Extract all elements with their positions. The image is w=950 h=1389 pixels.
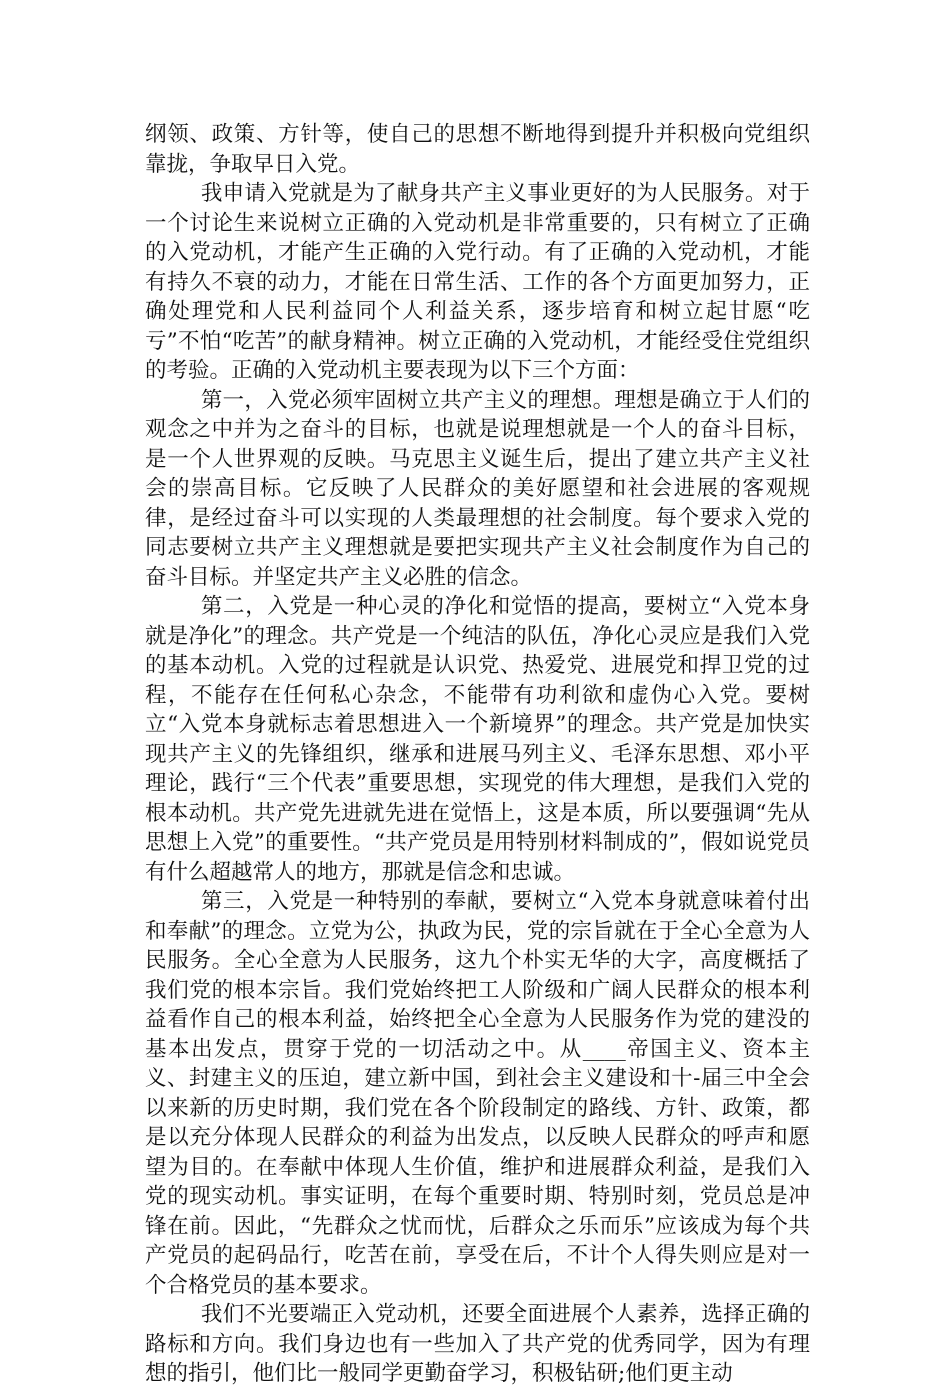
paragraph-1: 纲领、政策、方针等，使自己的思想不断地得到提升并积极向党组织靠拢，争取早日入党。 [145, 122, 810, 177]
paragraph-5: 第三，入党是一种特别的奉献，要树立“入党本身就意味着付出和奉献”的理念。立党为公，执政为民，党的宗旨就在于全心全意为人民服务。全心全意为人民服务，这九个朴实无华的大字，高度概括了我们党的根本宗旨。我们党始终把工人阶级和广阔人民群众的根本利益看作自己的根本利益，始终把全心全意为人民服务作为党的建没的基本出发点，贯穿于党的一切活动之中。从____帝国主义、资本主义、封建主义的压迫，建立新中国，到社会主义建设和十-届三中全会以来新的历史时期，我们党在各个阶段制定的路线、方针、政策，都是以充分体现人民群众的利益为出发点，以反映人民群众的呼声和愿望为目的。在奉献中体现人生价值，维护和进展群众利益，是我们入党的现实动机。事实证明，在每个重要时期、特别时刻，党员总是冲锋在前。因此，“先群众之忧而忧，后群众之乐而乐”应该成为每个共产党员的起码品行，吃苦在前，享受在后，不计个人得失则应是对一个合格党员的基本要求。 [145, 889, 810, 1298]
paragraph-2: 我申请入党就是为了献身共产主义事业更好的为人民服务。对于一个讨论生来说树立正确的入党动机是非常重要的，只有树立了正确的入党动机，才能产生正确的入党行动。有了正确的入党动机，才能有持久不衰的动力，才能在日常生活、工作的各个方面更加努力，正确处理党和人民利益同个人利益关系，逐步培育和树立起甘愿“吃亏”不怕“吃苦”的献身精神。树立正确的入党动机，才能经受住党组织的考验。正确的入党动机主要表现为以下三个方面： [145, 181, 810, 383]
document-body [145, 120, 810, 1389]
paragraph-6: 我们不光要端正入党动机，还要全面进展个人素养，选择正确的路标和方向。我们身边也有一些加入了共产党的优秀同学，因为有理想的指引，他们比一般同学更勤奋学习，积极钻研;他们更主动 [145, 1302, 810, 1386]
paragraph-4: 第二，入党是一种心灵的净化和觉悟的提高，要树立“入党本身就是净化”的理念。共产党是一个纯洁的队伍，净化心灵应是我们入党的基本动机。入党的过程就是认识党、热爱党、进展党和捍卫党的过程，不能存在任何私心杂念，不能带有功利欲和虚伪心入党。要树立“入党本身就标志着思想进入一个新境界”的理念。共产党是加快实现共产主义的先锋组织，继承和进展马列主义、毛泽东思想、邓小平理论，践行“三个代表”重要思想，实现党的伟大理想，是我们入党的根本动机。共产党先进就先进在觉悟上，这是本质，所以要强调“先从思想上入党”的重要性。“共产党员是用特别材料制成的”，假如说党员有什么超越常人的地方，那就是信念和忠诚。 [145, 594, 810, 885]
paragraph-3: 第一，入党必须牢固树立共产主义的理想。理想是确立于人们的观念之中并为之奋斗的目标，也就是说理想就是一个人的奋斗目标，是一个人世界观的反映。马克思主义诞生后，提出了建立共产主义社会的崇高目标。它反映了人民群众的美好愿望和社会进展的客观规律，是经过奋斗可以实现的人类最理想的社会制度。每个要求入党的同志要树立共产主义理想就是要把实现共产主义社会制度作为自己的奋斗目标。并坚定共产主义必胜的信念。 [145, 387, 810, 590]
